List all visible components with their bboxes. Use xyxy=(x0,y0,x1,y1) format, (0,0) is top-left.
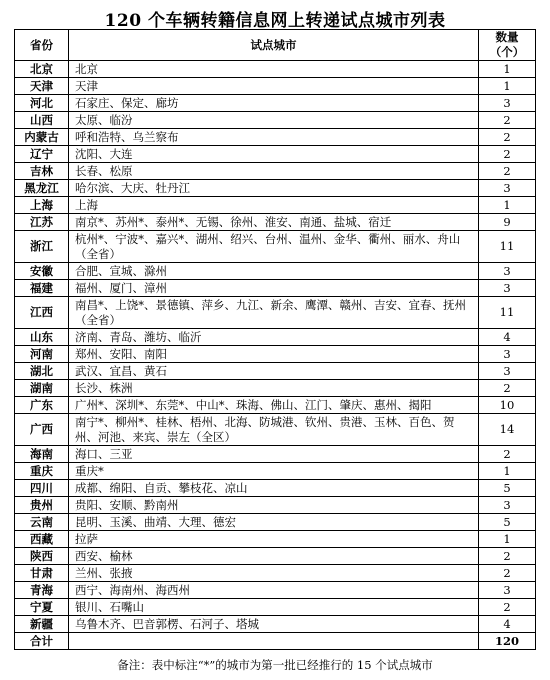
province-cell: 新疆 xyxy=(15,616,69,633)
count-cell: 1 xyxy=(479,531,536,548)
cities-cell: 长春、松原 xyxy=(69,163,479,180)
count-cell: 1 xyxy=(479,61,536,78)
table-body xyxy=(15,61,536,633)
header-row xyxy=(15,30,536,61)
province-cell: 天津 xyxy=(15,78,69,95)
header-count: 数量（个） xyxy=(479,30,536,61)
province-cell: 宁夏 xyxy=(15,599,69,616)
count-cell: 2 xyxy=(479,146,536,163)
cities-cell: 上海 xyxy=(69,197,479,214)
province-cell: 上海 xyxy=(15,197,69,214)
cities-cell: 长沙、株洲 xyxy=(69,380,479,397)
count-cell: 2 xyxy=(479,446,536,463)
province-cell: 广东 xyxy=(15,397,69,414)
cities-cell: 天津 xyxy=(69,78,479,95)
table-row xyxy=(15,463,536,480)
count-cell: 2 xyxy=(479,565,536,582)
province-cell: 青海 xyxy=(15,582,69,599)
table-row xyxy=(15,61,536,78)
total-count: 120 xyxy=(479,633,536,650)
table-row xyxy=(15,214,536,231)
count-cell: 1 xyxy=(479,463,536,480)
cities-cell: 南京*、苏州*、泰州*、无锡、徐州、淮安、南通、盐城、宿迁 xyxy=(69,214,479,231)
cities-cell: 重庆* xyxy=(69,463,479,480)
province-cell: 山东 xyxy=(15,329,69,346)
cities-cell: 沈阳、大连 xyxy=(69,146,479,163)
count-cell: 1 xyxy=(479,197,536,214)
province-cell: 辽宁 xyxy=(15,146,69,163)
table-row xyxy=(15,163,536,180)
cities-cell: 乌鲁木齐、巴音郭楞、石河子、塔城 xyxy=(69,616,479,633)
cities-cell: 兰州、张掖 xyxy=(69,565,479,582)
table-row xyxy=(15,297,536,329)
province-cell: 安徽 xyxy=(15,263,69,280)
table-row xyxy=(15,446,536,463)
table-row xyxy=(15,180,536,197)
header-province: 省份 xyxy=(15,30,69,61)
province-cell: 河北 xyxy=(15,95,69,112)
cities-cell: 西宁、海南州、海西州 xyxy=(69,582,479,599)
province-cell: 重庆 xyxy=(15,463,69,480)
table-row xyxy=(15,78,536,95)
cities-cell: 杭州*、宁波*、嘉兴*、湖州、绍兴、台州、温州、金华、衢州、丽水、舟山（全省） xyxy=(69,231,479,263)
province-cell: 贵州 xyxy=(15,497,69,514)
total-empty-cell xyxy=(69,633,479,650)
cities-cell: 福州、厦门、漳州 xyxy=(69,280,479,297)
table-row xyxy=(15,95,536,112)
table-row xyxy=(15,480,536,497)
count-cell: 9 xyxy=(479,214,536,231)
count-cell: 4 xyxy=(479,329,536,346)
province-cell: 甘肃 xyxy=(15,565,69,582)
count-cell: 2 xyxy=(479,599,536,616)
count-cell: 5 xyxy=(479,514,536,531)
province-cell: 湖北 xyxy=(15,363,69,380)
count-cell: 3 xyxy=(479,95,536,112)
province-cell: 内蒙古 xyxy=(15,129,69,146)
cities-cell: 石家庄、保定、廊坊 xyxy=(69,95,479,112)
table-row xyxy=(15,397,536,414)
cities-cell: 海口、三亚 xyxy=(69,446,479,463)
pilot-cities-table xyxy=(14,29,536,650)
count-cell: 5 xyxy=(479,480,536,497)
table-row xyxy=(15,231,536,263)
province-cell: 江苏 xyxy=(15,214,69,231)
table-row xyxy=(15,514,536,531)
province-cell: 吉林 xyxy=(15,163,69,180)
count-cell: 3 xyxy=(479,180,536,197)
cities-cell: 南宁*、柳州*、桂林、梧州、北海、防城港、钦州、贵港、玉林、百色、贺州、河池、来宾、崇左（全区） xyxy=(69,414,479,446)
table-row xyxy=(15,548,536,565)
cities-cell: 呼和浩特、乌兰察布 xyxy=(69,129,479,146)
count-cell: 3 xyxy=(479,280,536,297)
count-cell: 2 xyxy=(479,548,536,565)
cities-cell: 合肥、宣城、滁州 xyxy=(69,263,479,280)
table-row xyxy=(15,616,536,633)
province-cell: 海南 xyxy=(15,446,69,463)
cities-cell: 成都、绵阳、自贡、攀枝花、凉山 xyxy=(69,480,479,497)
province-cell: 云南 xyxy=(15,514,69,531)
table-row xyxy=(15,380,536,397)
province-cell: 广西 xyxy=(15,414,69,446)
table-row xyxy=(15,197,536,214)
province-cell: 北京 xyxy=(15,61,69,78)
cities-cell: 拉萨 xyxy=(69,531,479,548)
count-cell: 3 xyxy=(479,497,536,514)
cities-cell: 哈尔滨、大庆、牡丹江 xyxy=(69,180,479,197)
province-cell: 福建 xyxy=(15,280,69,297)
count-cell: 3 xyxy=(479,346,536,363)
cities-cell: 广州*、深圳*、东莞*、中山*、珠海、佛山、江门、肇庆、惠州、揭阳 xyxy=(69,397,479,414)
footnote: 备注：表中标注“*”的城市为第一批已经推行的 15 个试点城市 xyxy=(117,658,433,672)
count-cell: 11 xyxy=(479,297,536,329)
count-cell: 2 xyxy=(479,163,536,180)
count-cell: 3 xyxy=(479,363,536,380)
total-label: 合计 xyxy=(15,633,69,650)
cities-cell: 昆明、玉溪、曲靖、大理、德宏 xyxy=(69,514,479,531)
table-title: 120 个车辆转籍信息网上转递试点城市列表 xyxy=(104,11,446,31)
cities-cell: 武汉、宜昌、黄石 xyxy=(69,363,479,380)
table-row xyxy=(15,414,536,446)
table-row xyxy=(15,531,536,548)
count-cell: 2 xyxy=(479,112,536,129)
table-row xyxy=(15,280,536,297)
province-cell: 黑龙江 xyxy=(15,180,69,197)
count-cell: 2 xyxy=(479,380,536,397)
count-cell: 3 xyxy=(479,263,536,280)
cities-cell: 南昌*、上饶*、景德镇、萍乡、九江、新余、鹰潭、赣州、吉安、宜春、抚州（全省） xyxy=(69,297,479,329)
total-row xyxy=(15,633,536,650)
province-cell: 湖南 xyxy=(15,380,69,397)
table-row xyxy=(15,565,536,582)
count-cell: 3 xyxy=(479,582,536,599)
cities-cell: 贵阳、安顺、黔南州 xyxy=(69,497,479,514)
count-cell: 10 xyxy=(479,397,536,414)
province-cell: 四川 xyxy=(15,480,69,497)
table-row xyxy=(15,129,536,146)
table-row xyxy=(15,582,536,599)
table-row xyxy=(15,346,536,363)
table-row xyxy=(15,363,536,380)
cities-cell: 太原、临汾 xyxy=(69,112,479,129)
cities-cell: 济南、青岛、潍坊、临沂 xyxy=(69,329,479,346)
province-cell: 河南 xyxy=(15,346,69,363)
province-cell: 浙江 xyxy=(15,231,69,263)
table-row xyxy=(15,112,536,129)
count-cell: 1 xyxy=(479,78,536,95)
cities-cell: 北京 xyxy=(69,61,479,78)
count-cell: 11 xyxy=(479,231,536,263)
table-row xyxy=(15,599,536,616)
table-row xyxy=(15,263,536,280)
table-row xyxy=(15,497,536,514)
province-cell: 陕西 xyxy=(15,548,69,565)
cities-cell: 银川、石嘴山 xyxy=(69,599,479,616)
table-row xyxy=(15,329,536,346)
count-cell: 14 xyxy=(479,414,536,446)
table-row xyxy=(15,146,536,163)
count-cell: 2 xyxy=(479,129,536,146)
province-cell: 江西 xyxy=(15,297,69,329)
province-cell: 西藏 xyxy=(15,531,69,548)
cities-cell: 郑州、安阳、南阳 xyxy=(69,346,479,363)
header-cities: 试点城市 xyxy=(69,30,479,61)
count-cell: 4 xyxy=(479,616,536,633)
province-cell: 山西 xyxy=(15,112,69,129)
cities-cell: 西安、榆林 xyxy=(69,548,479,565)
